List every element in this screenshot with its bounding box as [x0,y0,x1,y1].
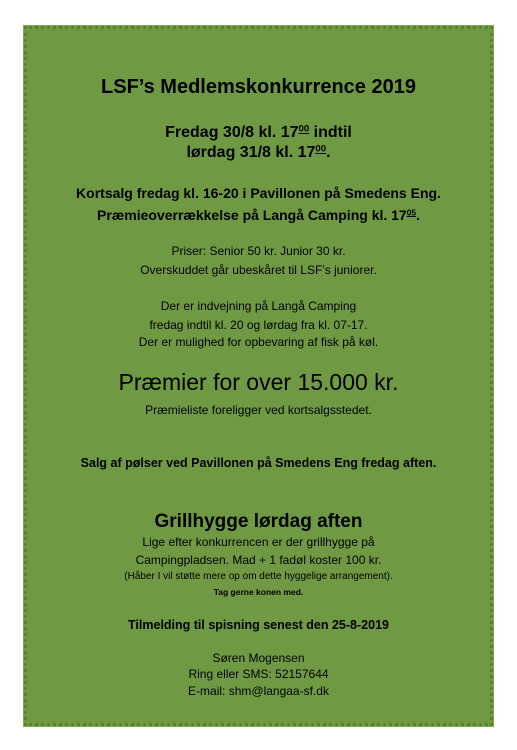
prices-line: Priser: Senior 50 kr. Junior 30 kr. [171,244,346,258]
weighin-line-1: Der er indvejning på Langå Camping [160,299,357,313]
prizes-subline: Præmieliste foreligger ved kortsalgsstedet. [145,403,372,417]
grill-line-1: Lige efter konkurrencen er der grillhygge på [142,535,375,549]
surplus-line: Overskuddet går ubeskåret til LSF’s juniorer. [140,263,377,277]
date-end [27,145,490,161]
prizes-headline: Præmier for over 15.000 kr. [118,369,399,395]
sausage-sales-line: Salg af pølser ved Pavillonen på Smedens Eng fredag aften. [80,456,437,470]
date-start-suffix: indtil [309,124,352,141]
prize-ceremony-suffix: . [416,207,420,223]
contact-name: Søren Mogensen [212,651,305,665]
date-end-text: lørdag 31/8 kl. 17 [186,144,316,161]
poster [24,26,493,726]
date-start [27,125,490,141]
weighin-line-2: fredag indtil kl. 20 og lørdag fra kl. 07-17. [149,318,368,332]
ticket-sales-line: Kortsalg fredag kl. 16-20 i Pavillonen på Smedens Eng. [76,185,441,201]
date-end-minutes: 00 [315,143,327,155]
contact-phone: Ring eller SMS: 52157644 [188,667,329,681]
grill-line-3: (Håber I vil støtte mere op om dette hyggelige arrangement). [124,571,393,582]
contact-email: E-mail: shm@langaa-sf.dk [188,684,329,698]
weighin-line-3: Der er mulighed for opbevaring af fisk på køl. [138,335,379,349]
prize-ceremony-text: Præmieoverrækkelse på Langå Camping kl. 17 [97,207,407,223]
grill-line-4: Tag gerne konen med. [213,587,304,597]
date-end-suffix: . [326,144,331,161]
grill-heading: Grillhygge lørdag aften [154,511,363,532]
date-start-minutes: 00 [298,123,310,135]
registration-line: Tilmelding til spisning senest den 25-8-2019 [128,618,389,632]
prize-ceremony-minutes: 05 [406,207,417,218]
prize-ceremony-line [27,208,490,222]
grill-line-2: Campingpladsen. Mad + 1 fadøl koster 100 kr. [135,553,382,567]
date-start-text: Fredag 30/8 kl. 17 [165,124,299,141]
page-title: LSF’s Medlemskonkurrence 2019 [101,76,416,98]
